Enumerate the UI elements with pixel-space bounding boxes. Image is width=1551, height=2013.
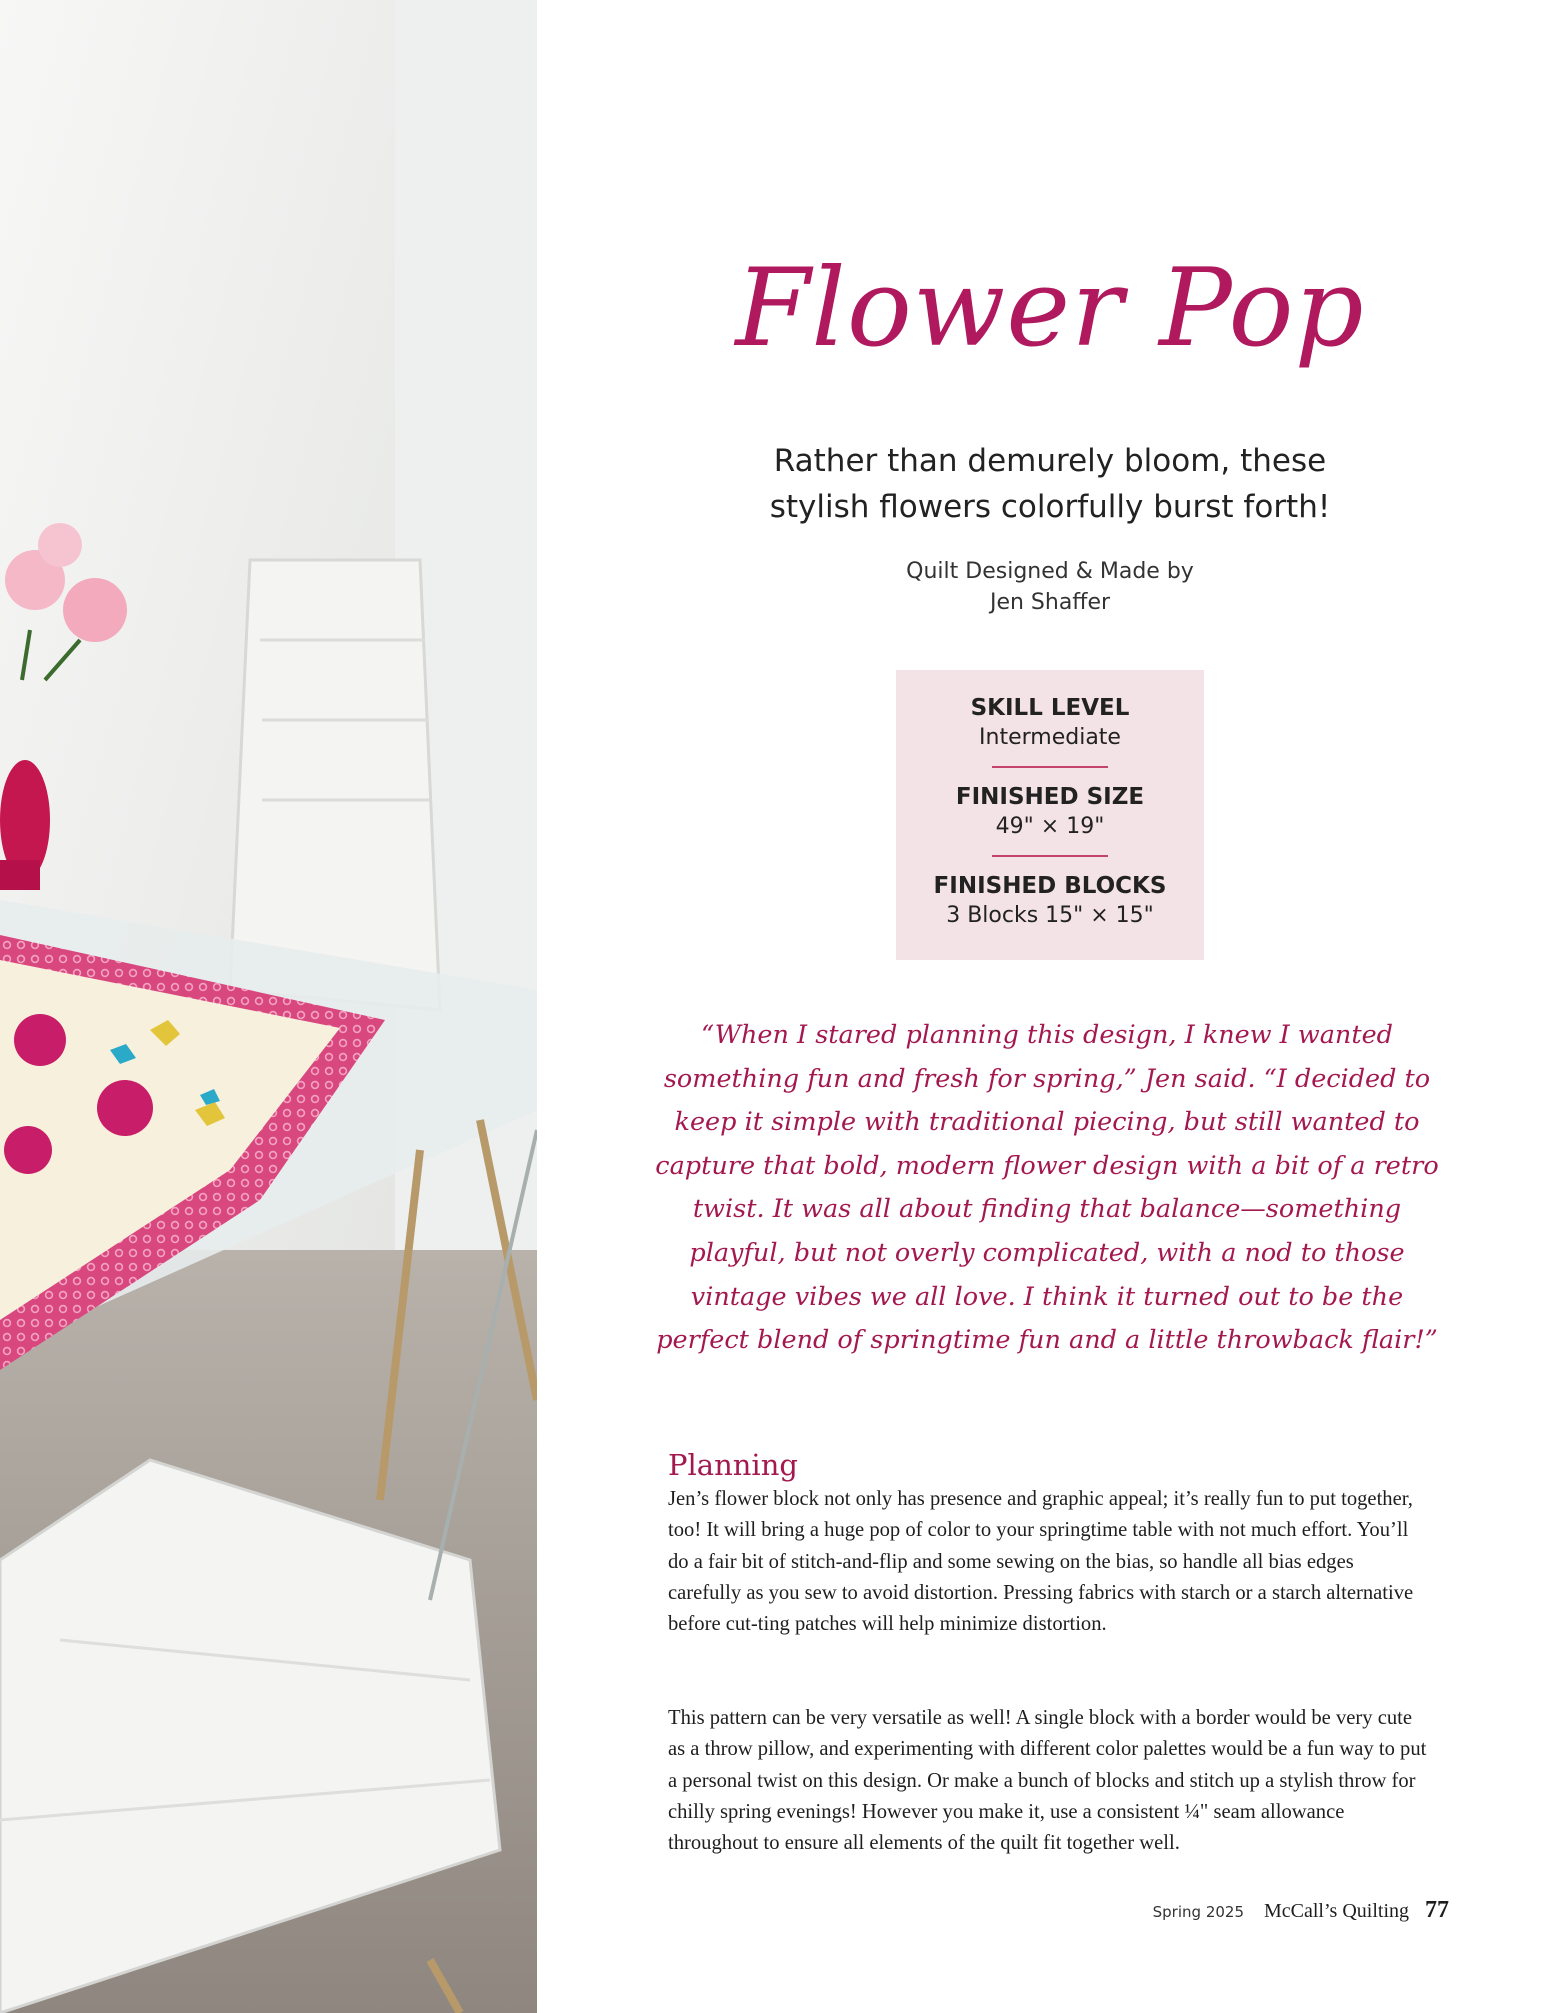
magazine-name: McCall’s Quilting: [1264, 1900, 1409, 1922]
subtitle-line-1: Rather than demurely bloom, these: [773, 443, 1327, 479]
page-footer: [1153, 1897, 1449, 1924]
quilt-specs-box: [896, 670, 1204, 960]
table-runner-photo: [0, 0, 537, 2013]
credit-line-2: Jen Shaffer: [989, 590, 1111, 615]
finished-blocks-value: 3 Blocks 15" × 15": [946, 903, 1154, 928]
credit-line-1: Quilt Designed & Made by: [906, 559, 1194, 584]
issue-season: Spring 2025: [1152, 1903, 1244, 1921]
hero-photo: [0, 0, 537, 2013]
planning-paragraph-1: Jen’s flower block not only has presence and graphic appeal; it’s really fun to put together, too! It will bring a huge pop of color to your springtime table with not much effort. You’ll do a fair bit of stitch-and-flip and some sewing on the bias, so handle all bias edges carefully as you sew to avoid distortion. Pressing fabrics with starch or a starch alternative before cut-ting patches will help minimize distortion.: [668, 1488, 1414, 1636]
skill-level-label: SKILL LEVEL: [970, 695, 1130, 721]
spec-divider: [992, 855, 1108, 857]
designer-quote: “When I stared planning this design, I knew I wanted something fun and fresh for spring,” Jen said. “I decided to keep it simple with traditional piecing, but still wanted to capture that bold, modern flower design with a bit of a retro twist. It was all about finding that balance—something playful, but not overly complicated, with a nod to those vintage vibes we all love. I think it turned out to be the perfect blend of springtime fun and a little throwback flair!”: [655, 1020, 1439, 1356]
article-title: Flower Pop: [735, 246, 1365, 371]
article-subtitle: [700, 438, 1400, 530]
subtitle-line-2: stylish flowers colorfully burst forth!: [769, 489, 1331, 525]
page-number: 77: [1425, 1897, 1449, 1923]
finished-size-value: 49" × 19": [995, 814, 1105, 839]
skill-level-value: Intermediate: [979, 725, 1121, 750]
designer-credit: [780, 556, 1320, 618]
planning-paragraph-2: This pattern can be very versatile as well! A single block with a border would be very cute as a throw pillow, and experimenting with different color palettes would be a fun way to put a personal twist on this design. Or make a bunch of blocks and stitch up a stylish throw for chilly spring evenings! However you make it, use a consistent ¼" seam allowance throughout to ensure all elements of the quilt fit together well.: [668, 1707, 1427, 1855]
finished-size-label: FINISHED SIZE: [955, 784, 1145, 810]
spec-divider: [992, 766, 1108, 768]
planning-heading: Planning: [668, 1448, 798, 1482]
finished-blocks-label: FINISHED BLOCKS: [933, 873, 1167, 899]
